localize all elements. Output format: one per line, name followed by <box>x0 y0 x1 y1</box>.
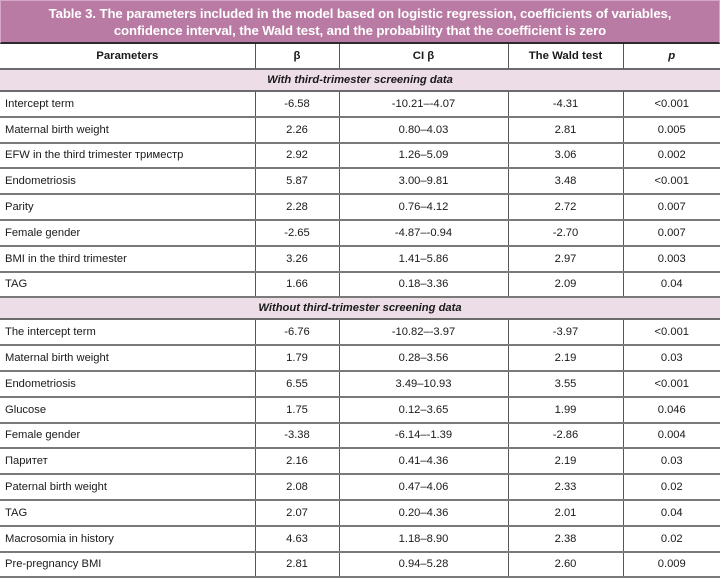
cell-p: 0.007 <box>623 220 720 246</box>
cell-p: <0.001 <box>623 91 720 117</box>
cell-ci-beta: -10.82–-3.97 <box>339 319 508 345</box>
table-row <box>0 423 720 449</box>
cell-wald-test: 2.97 <box>508 246 623 272</box>
cell-beta: 5.87 <box>255 168 339 194</box>
cell-parameter: Pre-pregnancy BMI <box>0 552 255 578</box>
cell-beta: 1.75 <box>255 397 339 423</box>
table-row <box>0 448 720 474</box>
cell-p: 0.02 <box>623 474 720 500</box>
table-row <box>0 272 720 298</box>
cell-parameter: Maternal birth weight <box>0 117 255 143</box>
cell-parameter: Endometriosis <box>0 168 255 194</box>
cell-ci-beta: 0.76–4.12 <box>339 194 508 220</box>
table-row <box>0 91 720 117</box>
table-row <box>0 345 720 371</box>
cell-p: 0.03 <box>623 448 720 474</box>
header-wald-test: The Wald test <box>508 44 623 69</box>
cell-wald-test: 2.81 <box>508 117 623 143</box>
cell-parameter: Паритет <box>0 448 255 474</box>
table-row <box>0 526 720 552</box>
header-p: p <box>623 44 720 69</box>
table-row <box>0 474 720 500</box>
cell-ci-beta: 1.18–8.90 <box>339 526 508 552</box>
table-row <box>0 168 720 194</box>
cell-p: 0.005 <box>623 117 720 143</box>
cell-parameter: Intercept term <box>0 91 255 117</box>
table-row <box>0 194 720 220</box>
table-title <box>0 0 720 44</box>
cell-p: <0.001 <box>623 168 720 194</box>
cell-wald-test: -3.97 <box>508 319 623 345</box>
table-row <box>0 371 720 397</box>
header-row <box>0 44 720 69</box>
table-body <box>0 69 720 577</box>
table-title-line-1: Table 3. The parameters included in the model based on logistic regression, coefficients of variables, <box>48 5 672 21</box>
cell-wald-test: 3.55 <box>508 371 623 397</box>
cell-parameter: BMI in the third trimester <box>0 246 255 272</box>
section-header-row <box>0 297 720 319</box>
cell-wald-test: -2.86 <box>508 423 623 449</box>
cell-wald-test: 3.06 <box>508 143 623 169</box>
cell-parameter: Maternal birth weight <box>0 345 255 371</box>
cell-ci-beta: 3.00–9.81 <box>339 168 508 194</box>
cell-wald-test: 2.19 <box>508 345 623 371</box>
cell-wald-test: 1.99 <box>508 397 623 423</box>
table-row <box>0 246 720 272</box>
table-row <box>0 143 720 169</box>
cell-beta: -2.65 <box>255 220 339 246</box>
cell-ci-beta: 0.94–5.28 <box>339 552 508 578</box>
cell-ci-beta: 0.20–4.36 <box>339 500 508 526</box>
cell-p: 0.04 <box>623 500 720 526</box>
section-header-row <box>0 69 720 91</box>
cell-parameter: The intercept term <box>0 319 255 345</box>
cell-p: 0.003 <box>623 246 720 272</box>
cell-wald-test: 2.33 <box>508 474 623 500</box>
cell-wald-test: 3.48 <box>508 168 623 194</box>
cell-p: 0.004 <box>623 423 720 449</box>
cell-beta: 2.26 <box>255 117 339 143</box>
section-label: With third-trimester screening data <box>0 69 720 91</box>
cell-p: <0.001 <box>623 319 720 345</box>
cell-wald-test: 2.60 <box>508 552 623 578</box>
cell-beta: 2.08 <box>255 474 339 500</box>
section-label: Without third-trimester screening data <box>0 297 720 319</box>
cell-wald-test: 2.01 <box>508 500 623 526</box>
table-row <box>0 319 720 345</box>
cell-ci-beta: 1.26–5.09 <box>339 143 508 169</box>
cell-ci-beta: 0.18–3.36 <box>339 272 508 298</box>
cell-p: 0.02 <box>623 526 720 552</box>
header-beta: β <box>255 44 339 69</box>
cell-beta: 2.92 <box>255 143 339 169</box>
cell-beta: 2.81 <box>255 552 339 578</box>
cell-parameter: TAG <box>0 500 255 526</box>
cell-wald-test: 2.72 <box>508 194 623 220</box>
cell-wald-test: 2.19 <box>508 448 623 474</box>
table-row <box>0 397 720 423</box>
cell-beta: 1.66 <box>255 272 339 298</box>
cell-ci-beta: -4.87–-0.94 <box>339 220 508 246</box>
cell-wald-test: 2.38 <box>508 526 623 552</box>
cell-ci-beta: 3.49–10.93 <box>339 371 508 397</box>
cell-ci-beta: 0.41–4.36 <box>339 448 508 474</box>
cell-beta: -3.38 <box>255 423 339 449</box>
header-parameters: Parameters <box>0 44 255 69</box>
table-row <box>0 552 720 578</box>
header-ci-beta: CI β <box>339 44 508 69</box>
table-row <box>0 500 720 526</box>
cell-wald-test: 2.09 <box>508 272 623 298</box>
cell-wald-test: -2.70 <box>508 220 623 246</box>
cell-parameter: TAG <box>0 272 255 298</box>
cell-ci-beta: -6.14–-1.39 <box>339 423 508 449</box>
cell-parameter: Glucose <box>0 397 255 423</box>
cell-p: 0.002 <box>623 143 720 169</box>
cell-p: 0.007 <box>623 194 720 220</box>
cell-beta: 4.63 <box>255 526 339 552</box>
cell-ci-beta: 0.12–3.65 <box>339 397 508 423</box>
cell-p: 0.03 <box>623 345 720 371</box>
cell-ci-beta: 0.47–4.06 <box>339 474 508 500</box>
regression-table <box>0 44 720 578</box>
cell-parameter: Female gender <box>0 423 255 449</box>
table-row <box>0 117 720 143</box>
cell-beta: 2.16 <box>255 448 339 474</box>
cell-parameter: EFW in the third trimester триместр <box>0 143 255 169</box>
cell-beta: 2.28 <box>255 194 339 220</box>
cell-ci-beta: -10.21–-4.07 <box>339 91 508 117</box>
cell-ci-beta: 0.28–3.56 <box>339 345 508 371</box>
cell-beta: 1.79 <box>255 345 339 371</box>
cell-p: 0.04 <box>623 272 720 298</box>
cell-parameter: Endometriosis <box>0 371 255 397</box>
cell-parameter: Macrosomia in history <box>0 526 255 552</box>
cell-beta: -6.58 <box>255 91 339 117</box>
table-row <box>0 220 720 246</box>
cell-ci-beta: 1.41–5.86 <box>339 246 508 272</box>
cell-ci-beta: 0.80–4.03 <box>339 117 508 143</box>
cell-parameter: Female gender <box>0 220 255 246</box>
cell-beta: -6.76 <box>255 319 339 345</box>
cell-beta: 6.55 <box>255 371 339 397</box>
table-title-line-2: confidence interval, the Wald test, and the probability that the coefficient is zero <box>113 22 607 38</box>
cell-parameter: Paternal birth weight <box>0 474 255 500</box>
cell-parameter: Parity <box>0 194 255 220</box>
cell-p: 0.046 <box>623 397 720 423</box>
cell-beta: 3.26 <box>255 246 339 272</box>
cell-beta: 2.07 <box>255 500 339 526</box>
cell-wald-test: -4.31 <box>508 91 623 117</box>
cell-p: <0.001 <box>623 371 720 397</box>
cell-p: 0.009 <box>623 552 720 578</box>
